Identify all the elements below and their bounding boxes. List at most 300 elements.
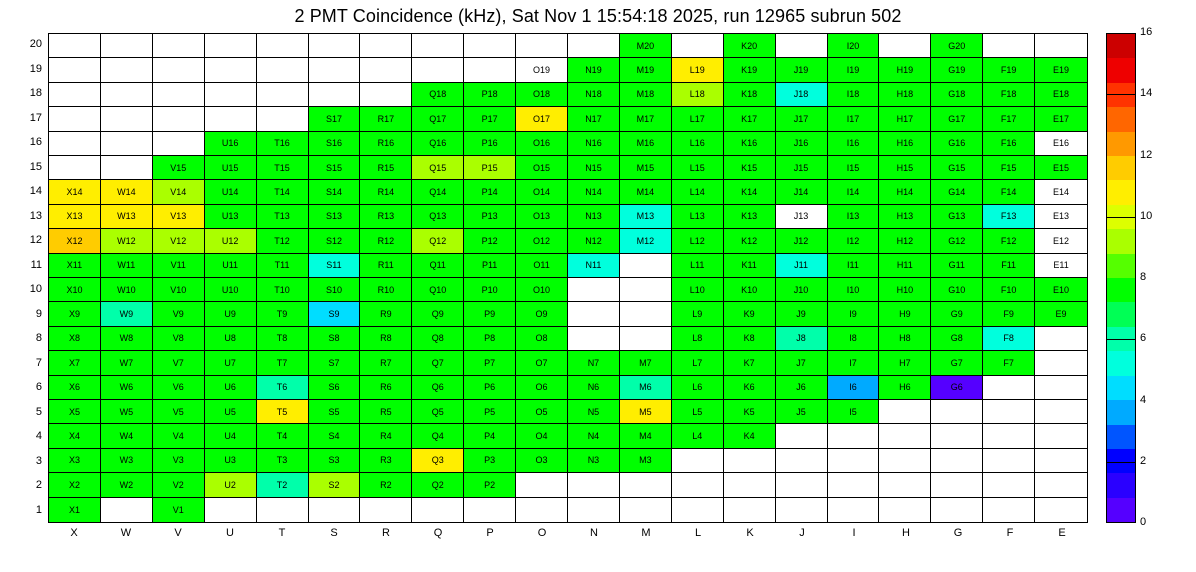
heatmap-cell-I14: I14	[828, 180, 880, 204]
heatmap-cell-empty	[464, 58, 516, 82]
heatmap-cell-K17: K17	[724, 107, 776, 131]
heatmap-cell-empty	[101, 498, 153, 522]
heatmap-cell-M17: M17	[620, 107, 672, 131]
heatmap-cell-empty	[568, 34, 620, 58]
heatmap-cell-K12: K12	[724, 229, 776, 253]
y-axis-tick-19: 19	[29, 62, 42, 75]
heatmap-cell-I6: I6	[828, 376, 880, 400]
colorbar-segment	[1107, 34, 1135, 58]
y-axis-tick-8: 8	[35, 332, 42, 345]
heatmap-cell-Q2: Q2	[412, 473, 464, 497]
heatmap-grid	[49, 34, 1087, 522]
heatmap-cell-H6: H6	[879, 376, 931, 400]
heatmap-cell-K18: K18	[724, 83, 776, 107]
heatmap-cell-W8: W8	[101, 327, 153, 351]
heatmap-cell-empty	[257, 107, 309, 131]
heatmap-cell-V7: V7	[153, 351, 205, 375]
heatmap-cell-R9: R9	[360, 302, 412, 326]
heatmap-cell-R11: R11	[360, 254, 412, 278]
heatmap-cell-Q10: Q10	[412, 278, 464, 302]
heatmap-cell-S16: S16	[309, 132, 361, 156]
heatmap-cell-empty	[724, 449, 776, 473]
heatmap-cell-H16: H16	[879, 132, 931, 156]
heatmap-cell-O14: O14	[516, 180, 568, 204]
heatmap-cell-empty	[153, 83, 205, 107]
heatmap-cell-S5: S5	[309, 400, 361, 424]
heatmap-cell-empty	[568, 473, 620, 497]
heatmap-cell-M20: M20	[620, 34, 672, 58]
heatmap-cell-empty	[1035, 498, 1087, 522]
heatmap-cell-I11: I11	[828, 254, 880, 278]
heatmap-cell-E9: E9	[1035, 302, 1087, 326]
heatmap-cell-K19: K19	[724, 58, 776, 82]
heatmap-cell-T2: T2	[257, 473, 309, 497]
heatmap-cell-G17: G17	[931, 107, 983, 131]
heatmap-cell-L5: L5	[672, 400, 724, 424]
heatmap-cell-G11: G11	[931, 254, 983, 278]
heatmap-cell-F9: F9	[983, 302, 1035, 326]
heatmap-cell-S4: S4	[309, 424, 361, 448]
heatmap-cell-empty	[931, 473, 983, 497]
heatmap-cell-O13: O13	[516, 205, 568, 229]
heatmap-cell-P9: P9	[464, 302, 516, 326]
heatmap-cell-E16: E16	[1035, 132, 1087, 156]
heatmap-cell-L14: L14	[672, 180, 724, 204]
heatmap-cell-V4: V4	[153, 424, 205, 448]
heatmap-cell-M13: M13	[620, 205, 672, 229]
heatmap-cell-empty	[360, 83, 412, 107]
heatmap-cell-O17: O17	[516, 107, 568, 131]
heatmap-cell-empty	[724, 498, 776, 522]
heatmap-cell-empty	[776, 473, 828, 497]
heatmap-cell-V3: V3	[153, 449, 205, 473]
heatmap-cell-K7: K7	[724, 351, 776, 375]
heatmap-cell-V13: V13	[153, 205, 205, 229]
heatmap-cell-empty	[101, 107, 153, 131]
heatmap-cell-N15: N15	[568, 156, 620, 180]
heatmap-cell-empty	[205, 83, 257, 107]
heatmap-cell-T5: T5	[257, 400, 309, 424]
heatmap-cell-P2: P2	[464, 473, 516, 497]
heatmap-cell-N5: N5	[568, 400, 620, 424]
heatmap-cell-R13: R13	[360, 205, 412, 229]
heatmap-cell-T9: T9	[257, 302, 309, 326]
x-axis-tick-K: K	[746, 527, 754, 539]
heatmap-cell-K9: K9	[724, 302, 776, 326]
heatmap-cell-M7: M7	[620, 351, 672, 375]
heatmap-cell-X1: X1	[49, 498, 101, 522]
heatmap-cell-N6: N6	[568, 376, 620, 400]
colorbar-tick-16: 16	[1140, 26, 1153, 38]
y-axis-tick-10: 10	[29, 283, 42, 296]
heatmap-cell-empty	[360, 498, 412, 522]
heatmap-cell-V6: V6	[153, 376, 205, 400]
heatmap-cell-empty	[257, 58, 309, 82]
heatmap-cell-H15: H15	[879, 156, 931, 180]
heatmap-cell-I15: I15	[828, 156, 880, 180]
colorbar-tick-mark	[1106, 339, 1136, 340]
heatmap-cell-O8: O8	[516, 327, 568, 351]
x-axis-tick-E: E	[1058, 527, 1066, 539]
y-axis-tick-20: 20	[29, 38, 42, 51]
heatmap-cell-L12: L12	[672, 229, 724, 253]
heatmap-cell-J5: J5	[776, 400, 828, 424]
heatmap-cell-empty	[620, 278, 672, 302]
heatmap-cell-empty	[879, 498, 931, 522]
heatmap-cell-empty	[776, 498, 828, 522]
heatmap-cell-empty	[879, 34, 931, 58]
heatmap-cell-empty	[49, 132, 101, 156]
heatmap-cell-Q12: Q12	[412, 229, 464, 253]
heatmap-cell-U10: U10	[205, 278, 257, 302]
heatmap-cell-V10: V10	[153, 278, 205, 302]
heatmap-cell-empty	[49, 83, 101, 107]
heatmap-cell-V8: V8	[153, 327, 205, 351]
heatmap-cell-N4: N4	[568, 424, 620, 448]
x-axis-tick-N: N	[590, 527, 598, 539]
heatmap-cell-P15: P15	[464, 156, 516, 180]
heatmap-cell-empty	[879, 424, 931, 448]
heatmap-cell-R16: R16	[360, 132, 412, 156]
heatmap-cell-empty	[1035, 473, 1087, 497]
heatmap-cell-M16: M16	[620, 132, 672, 156]
heatmap-cell-empty	[672, 473, 724, 497]
heatmap-cell-empty	[257, 498, 309, 522]
heatmap-cell-empty	[776, 424, 828, 448]
colorbar-segment	[1107, 156, 1135, 180]
heatmap-cell-empty	[49, 107, 101, 131]
heatmap-cell-S12: S12	[309, 229, 361, 253]
heatmap-cell-J9: J9	[776, 302, 828, 326]
heatmap-cell-empty	[672, 34, 724, 58]
x-axis-tick-S: S	[330, 527, 338, 539]
heatmap-cell-I16: I16	[828, 132, 880, 156]
heatmap-cell-F7: F7	[983, 351, 1035, 375]
heatmap-cell-W13: W13	[101, 205, 153, 229]
heatmap-cell-empty	[828, 424, 880, 448]
heatmap-cell-X13: X13	[49, 205, 101, 229]
heatmap-cell-R2: R2	[360, 473, 412, 497]
heatmap-cell-U8: U8	[205, 327, 257, 351]
heatmap-cell-H19: H19	[879, 58, 931, 82]
heatmap-cell-F16: F16	[983, 132, 1035, 156]
x-axis-tick-F: F	[1006, 527, 1014, 539]
heatmap-cell-E17: E17	[1035, 107, 1087, 131]
heatmap-cell-G12: G12	[931, 229, 983, 253]
heatmap-cell-R5: R5	[360, 400, 412, 424]
heatmap-cell-G6: G6	[931, 376, 983, 400]
heatmap-cell-empty	[1035, 34, 1087, 58]
heatmap-cell-E15: E15	[1035, 156, 1087, 180]
heatmap-cell-empty	[983, 473, 1035, 497]
heatmap-cell-P18: P18	[464, 83, 516, 107]
colorbar-tick-12: 12	[1140, 148, 1153, 161]
heatmap-cell-Q6: Q6	[412, 376, 464, 400]
heatmap-cell-L13: L13	[672, 205, 724, 229]
heatmap-cell-J10: J10	[776, 278, 828, 302]
colorbar-segment	[1107, 351, 1135, 375]
heatmap-cell-empty	[360, 58, 412, 82]
heatmap-cell-empty	[983, 424, 1035, 448]
heatmap-cell-X7: X7	[49, 351, 101, 375]
heatmap-cell-Q5: Q5	[412, 400, 464, 424]
heatmap-cell-empty	[879, 449, 931, 473]
heatmap-cell-empty	[776, 34, 828, 58]
heatmap-cell-H8: H8	[879, 327, 931, 351]
page-title: 2 PMT Coincidence (kHz), Sat Nov 1 15:54:18 2025, run 12965 subrun 502	[294, 6, 902, 26]
heatmap-cell-K16: K16	[724, 132, 776, 156]
heatmap-cell-empty	[1035, 351, 1087, 375]
y-axis-tick-15: 15	[29, 160, 42, 173]
heatmap-cell-N19: N19	[568, 58, 620, 82]
heatmap-cell-empty	[1035, 449, 1087, 473]
heatmap-cell-Q18: Q18	[412, 83, 464, 107]
heatmap-cell-empty	[983, 400, 1035, 424]
heatmap-cell-empty	[205, 58, 257, 82]
heatmap-cell-R8: R8	[360, 327, 412, 351]
heatmap-cell-empty	[412, 58, 464, 82]
heatmap-cell-empty	[516, 34, 568, 58]
y-axis-tick-2: 2	[35, 479, 42, 492]
heatmap-cell-empty	[568, 498, 620, 522]
x-axis-tick-L: L	[694, 527, 702, 539]
heatmap-cell-R17: R17	[360, 107, 412, 131]
heatmap-cell-M12: M12	[620, 229, 672, 253]
heatmap-cell-empty	[983, 376, 1035, 400]
x-axis-tick-J: J	[799, 527, 805, 539]
heatmap-cell-J7: J7	[776, 351, 828, 375]
x-axis-tick-Q: Q	[433, 527, 443, 539]
heatmap-cell-H9: H9	[879, 302, 931, 326]
heatmap-cell-Q3: Q3	[412, 449, 464, 473]
colorbar-tick-10: 10	[1140, 209, 1153, 222]
heatmap-cell-Q7: Q7	[412, 351, 464, 375]
heatmap-cell-I12: I12	[828, 229, 880, 253]
heatmap-cell-T11: T11	[257, 254, 309, 278]
colorbar-segment	[1107, 58, 1135, 82]
y-axis-tick-17: 17	[29, 111, 42, 124]
colorbar-segment	[1107, 400, 1135, 424]
heatmap-cell-H10: H10	[879, 278, 931, 302]
heatmap-cell-T12: T12	[257, 229, 309, 253]
heatmap-cell-Q14: Q14	[412, 180, 464, 204]
heatmap-cell-T6: T6	[257, 376, 309, 400]
x-axis-tick-M: M	[641, 527, 651, 539]
heatmap-cell-E11: E11	[1035, 254, 1087, 278]
heatmap-cell-W14: W14	[101, 180, 153, 204]
heatmap-cell-J18: J18	[776, 83, 828, 107]
heatmap-cell-N7: N7	[568, 351, 620, 375]
heatmap-cell-K10: K10	[724, 278, 776, 302]
heatmap-cell-empty	[828, 498, 880, 522]
heatmap-cell-P6: P6	[464, 376, 516, 400]
heatmap-cell-T4: T4	[257, 424, 309, 448]
heatmap-cell-W4: W4	[101, 424, 153, 448]
heatmap-cell-empty	[1035, 400, 1087, 424]
heatmap-cell-N12: N12	[568, 229, 620, 253]
heatmap-cell-H7: H7	[879, 351, 931, 375]
heatmap-cell-P13: P13	[464, 205, 516, 229]
heatmap-cell-empty	[360, 34, 412, 58]
heatmap-cell-empty	[931, 449, 983, 473]
heatmap-cell-H17: H17	[879, 107, 931, 131]
heatmap-cell-R3: R3	[360, 449, 412, 473]
colorbar-tick-8: 8	[1140, 271, 1147, 283]
heatmap-cell-empty	[309, 34, 361, 58]
heatmap-cell-L6: L6	[672, 376, 724, 400]
heatmap-cell-empty	[1035, 424, 1087, 448]
heatmap-cell-H18: H18	[879, 83, 931, 107]
heatmap-cell-G8: G8	[931, 327, 983, 351]
heatmap-cell-S17: S17	[309, 107, 361, 131]
heatmap-cell-J17: J17	[776, 107, 828, 131]
heatmap-cell-S3: S3	[309, 449, 361, 473]
colorbar-segment	[1107, 425, 1135, 449]
heatmap-cell-E14: E14	[1035, 180, 1087, 204]
heatmap-cell-H13: H13	[879, 205, 931, 229]
heatmap-cell-S8: S8	[309, 327, 361, 351]
heatmap-cell-X12: X12	[49, 229, 101, 253]
colorbar-segment	[1107, 229, 1135, 253]
colorbar-segment	[1107, 278, 1135, 302]
heatmap-cell-N16: N16	[568, 132, 620, 156]
heatmap-cell-K4: K4	[724, 424, 776, 448]
heatmap-cell-Q16: Q16	[412, 132, 464, 156]
heatmap-cell-empty	[205, 107, 257, 131]
heatmap-cell-O11: O11	[516, 254, 568, 278]
heatmap-cell-Q8: Q8	[412, 327, 464, 351]
heatmap-cell-N11: N11	[568, 254, 620, 278]
heatmap-cell-M5: M5	[620, 400, 672, 424]
heatmap-cell-L11: L11	[672, 254, 724, 278]
heatmap-cell-L16: L16	[672, 132, 724, 156]
heatmap-cell-S14: S14	[309, 180, 361, 204]
heatmap-cell-V2: V2	[153, 473, 205, 497]
heatmap-cell-U15: U15	[205, 156, 257, 180]
heatmap-cell-X8: X8	[49, 327, 101, 351]
heatmap-cell-O12: O12	[516, 229, 568, 253]
y-axis-tick-7: 7	[35, 356, 42, 369]
heatmap-cell-X6: X6	[49, 376, 101, 400]
heatmap-cell-empty	[205, 34, 257, 58]
x-axis-tick-G: G	[953, 527, 963, 539]
heatmap-cell-J15: J15	[776, 156, 828, 180]
heatmap-cell-T8: T8	[257, 327, 309, 351]
heatmap-cell-G7: G7	[931, 351, 983, 375]
heatmap-cell-F11: F11	[983, 254, 1035, 278]
heatmap-cell-Q4: Q4	[412, 424, 464, 448]
heatmap-cell-empty	[101, 132, 153, 156]
heatmap-cell-S15: S15	[309, 156, 361, 180]
heatmap-cell-X4: X4	[49, 424, 101, 448]
heatmap-cell-P7: P7	[464, 351, 516, 375]
heatmap-cell-empty	[568, 278, 620, 302]
colorbar-segment	[1107, 254, 1135, 278]
heatmap-cell-empty	[620, 254, 672, 278]
heatmap-cell-empty	[672, 449, 724, 473]
heatmap-cell-R7: R7	[360, 351, 412, 375]
heatmap-cell-N3: N3	[568, 449, 620, 473]
heatmap-cell-W6: W6	[101, 376, 153, 400]
heatmap-cell-empty	[101, 34, 153, 58]
heatmap-cell-empty	[153, 34, 205, 58]
heatmap-cell-P8: P8	[464, 327, 516, 351]
heatmap-cell-L8: L8	[672, 327, 724, 351]
heatmap-cell-V1: V1	[153, 498, 205, 522]
heatmap-cell-I7: I7	[828, 351, 880, 375]
heatmap-cell-K6: K6	[724, 376, 776, 400]
heatmap-cell-O6: O6	[516, 376, 568, 400]
x-axis-tick-X: X	[70, 527, 78, 539]
heatmap-cell-I10: I10	[828, 278, 880, 302]
colorbar-segment	[1107, 180, 1135, 204]
heatmap-cell-G19: G19	[931, 58, 983, 82]
heatmap-cell-L15: L15	[672, 156, 724, 180]
heatmap-cell-empty	[879, 400, 931, 424]
heatmap-cell-M18: M18	[620, 83, 672, 107]
heatmap-cell-T10: T10	[257, 278, 309, 302]
heatmap-cell-X5: X5	[49, 400, 101, 424]
x-axis-tick-O: O	[537, 527, 547, 539]
y-axis-tick-4: 4	[35, 430, 42, 443]
y-axis-tick-9: 9	[35, 307, 42, 320]
heatmap-cell-L18: L18	[672, 83, 724, 107]
heatmap-cell-S9: S9	[309, 302, 361, 326]
heatmap-cell-X11: X11	[49, 254, 101, 278]
heatmap-cell-Q13: Q13	[412, 205, 464, 229]
heatmap-cell-I9: I9	[828, 302, 880, 326]
heatmap-cell-F19: F19	[983, 58, 1035, 82]
colorbar-segment	[1107, 132, 1135, 156]
heatmap-cell-U9: U9	[205, 302, 257, 326]
heatmap-cell-empty	[205, 498, 257, 522]
heatmap-cell-H11: H11	[879, 254, 931, 278]
heatmap-cell-L7: L7	[672, 351, 724, 375]
heatmap-cell-empty	[49, 34, 101, 58]
heatmap-cell-W9: W9	[101, 302, 153, 326]
heatmap-cell-F17: F17	[983, 107, 1035, 131]
heatmap-cell-empty	[983, 34, 1035, 58]
heatmap-cell-U5: U5	[205, 400, 257, 424]
heatmap-cell-H14: H14	[879, 180, 931, 204]
heatmap-cell-I18: I18	[828, 83, 880, 107]
heatmap-cell-J14: J14	[776, 180, 828, 204]
heatmap-cell-W7: W7	[101, 351, 153, 375]
heatmap-cell-F18: F18	[983, 83, 1035, 107]
heatmap-cell-empty	[620, 473, 672, 497]
heatmap-cell-M19: M19	[620, 58, 672, 82]
heatmap-cell-K15: K15	[724, 156, 776, 180]
heatmap-cell-empty	[672, 498, 724, 522]
heatmap-cell-F14: F14	[983, 180, 1035, 204]
heatmap-cell-P14: P14	[464, 180, 516, 204]
heatmap-cell-empty	[828, 449, 880, 473]
heatmap-cell-M14: M14	[620, 180, 672, 204]
heatmap-cell-E13: E13	[1035, 205, 1087, 229]
heatmap-cell-X9: X9	[49, 302, 101, 326]
heatmap-cell-U4: U4	[205, 424, 257, 448]
heatmap-cell-empty	[412, 34, 464, 58]
heatmap-cell-O16: O16	[516, 132, 568, 156]
heatmap-cell-F8: F8	[983, 327, 1035, 351]
heatmap-cell-J13: J13	[776, 205, 828, 229]
heatmap-cell-O3: O3	[516, 449, 568, 473]
heatmap-cell-M4: M4	[620, 424, 672, 448]
x-axis-tick-V: V	[174, 527, 182, 539]
heatmap-cell-P10: P10	[464, 278, 516, 302]
heatmap-cell-empty	[101, 156, 153, 180]
heatmap-cell-G20: G20	[931, 34, 983, 58]
